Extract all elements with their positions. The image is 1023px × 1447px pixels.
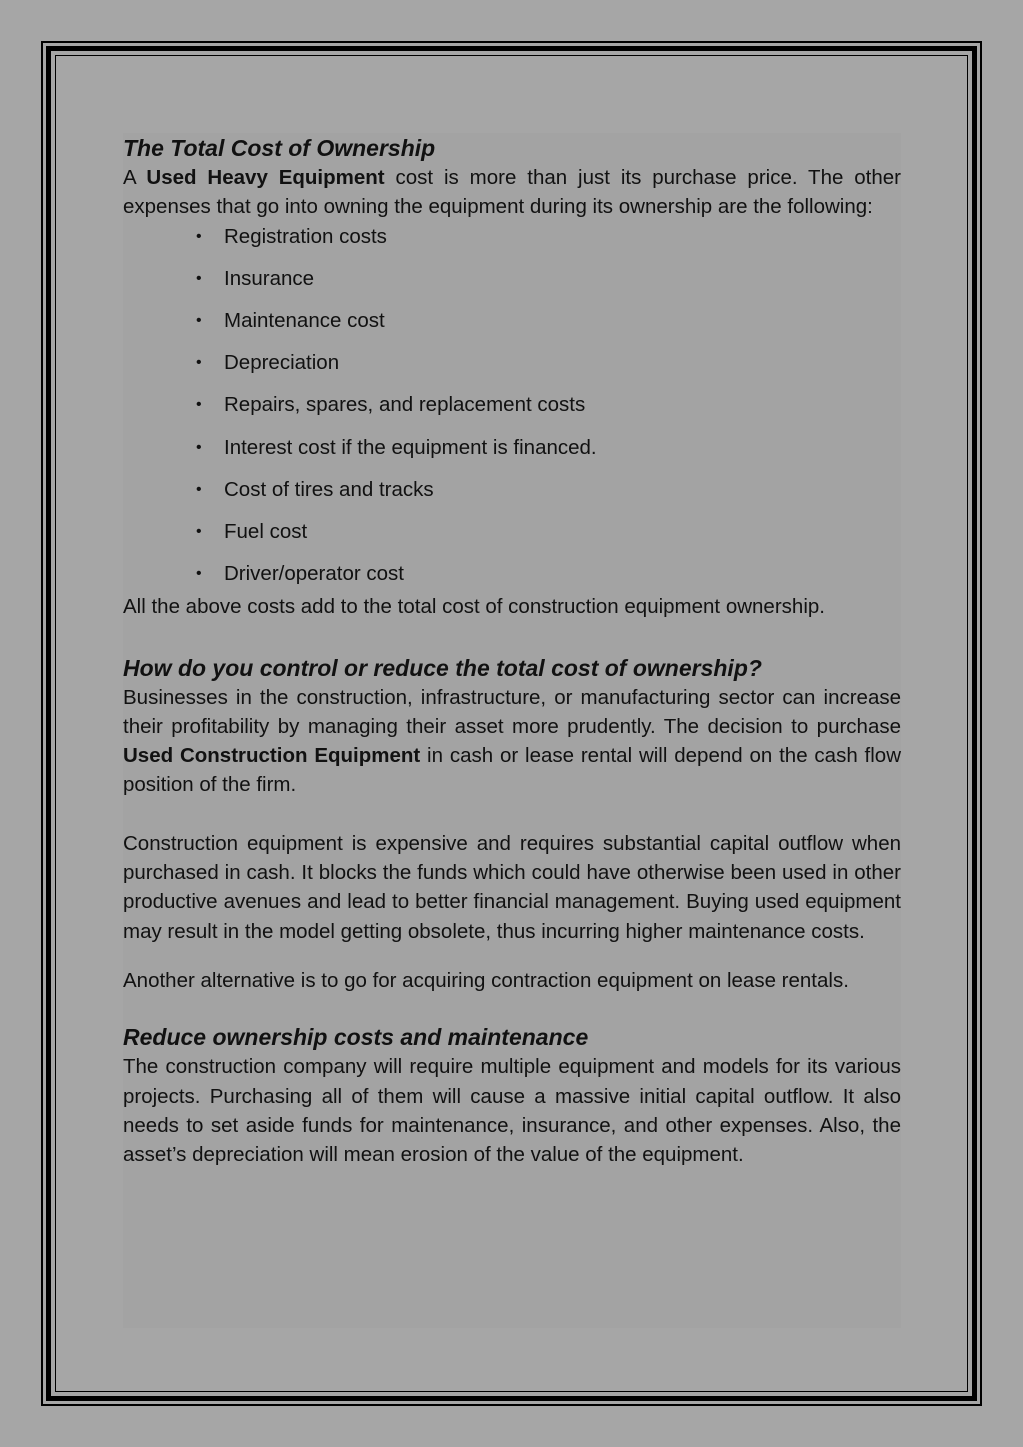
used-heavy-equipment-term: Used Heavy Equipment [146, 166, 385, 189]
used-construction-equipment-term: Used Construction Equipment [123, 744, 421, 768]
control-text-end: in cash or lease rental will depend on the cash flow position of the firm. [123, 744, 901, 797]
list-item: • Driver/operator cost [123, 559, 901, 601]
reduce-paragraph: The construction company will require multiple equipment and models for its various projects. Purchasing all of them will cause a massive initial capital outflow. It also needs to set aside funds for maintenance, insurance, and other expenses. Also, the asset’s depreciation will mean erosion of the value of the equipment. [123, 1055, 901, 1167]
heading-reduce-costs: Reduce ownership costs and maintenance [123, 1024, 589, 1051]
heading-total-cost: The Total Cost of Ownership [123, 135, 436, 161]
cost-list [123, 222, 901, 602]
list-item: • Insurance [123, 264, 901, 306]
list-item: • Interest cost if the equipment is financed. [123, 433, 901, 475]
control-text-start: Businesses in the construction, infrastructure, or manufacturing sector can increase their profitability by managing their asset more prudently. The decision to purchase [123, 685, 901, 738]
intro-text-start: A [123, 166, 147, 189]
list-item: • Maintenance cost [123, 306, 901, 348]
list-item: • Fuel cost [123, 517, 901, 559]
list-item: • Registration costs [123, 222, 901, 264]
control-paragraph-1 [123, 683, 901, 800]
document-body [123, 133, 901, 1328]
intro-text-end: cost is more than just its purchase price. The other expenses that go into owning the equipment during its ownership are the following: [123, 166, 901, 219]
conclusion-paragraph: All the above costs add to the total cost of construction equipment ownership. [123, 595, 825, 619]
control-paragraph-3: Another alternative is to go for acquiring contraction equipment on lease rentals. [123, 968, 849, 992]
heading-control-cost: How do you control or reduce the total cost of ownership? [123, 654, 762, 681]
control-paragraph-2: Construction equipment is expensive and requires substantial capital outflow when purchased in cash. It blocks the funds which could have otherwise been used in other productive avenues and lead to better financial management. Buying used equipment may result in the model getting obsolete, thus incurring higher maintenance costs. [123, 831, 901, 943]
list-item: • Repairs, spares, and replacement costs [123, 390, 901, 432]
list-item: • Cost of tires and tracks [123, 475, 901, 517]
intro-paragraph [123, 163, 901, 222]
list-item: • Depreciation [123, 348, 901, 390]
